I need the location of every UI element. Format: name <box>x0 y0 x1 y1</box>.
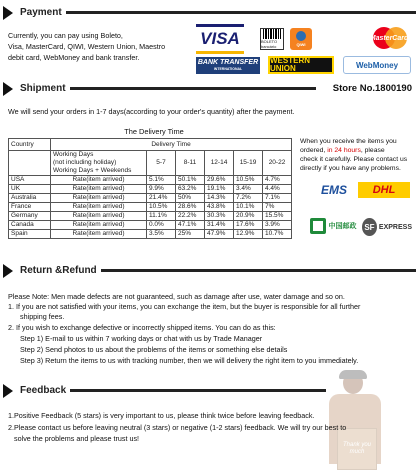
table-row <box>9 212 292 221</box>
table-row <box>9 203 292 212</box>
china-post-label: 中国邮政 <box>328 223 357 230</box>
store-number: Store No.1800190 <box>332 83 412 94</box>
feedback-header <box>0 380 416 402</box>
note-text: , please <box>360 147 385 154</box>
rate-cell: 20.9% <box>234 212 263 221</box>
bank-transfer-logo <box>196 57 260 74</box>
rate-cell: 11.1% <box>147 212 176 221</box>
bank-transfer-sublabel: INTERNATIONAL <box>213 66 243 71</box>
range-cell: 5-7 <box>147 151 176 176</box>
return-note: Please Note: Men made defects are not guaranteed, such as damage after use, water damage and so on. <box>8 292 345 301</box>
qiwi-label: QIWI <box>296 42 306 47</box>
note-line: When you receive the items you <box>300 138 397 145</box>
rate-cell: 3.4% <box>234 185 263 194</box>
china-post-icon <box>310 218 326 234</box>
delivery-table-title: The Delivery Time <box>124 127 184 136</box>
range-cell: 15-19 <box>234 151 263 176</box>
return-refund-title: Return &Refund <box>16 260 101 282</box>
payment-header <box>0 2 416 24</box>
country-cell: Spain <box>9 230 51 239</box>
return-item-2: 2. If you wish to exchange defective or incorrectly shipped items. You can do as this: <box>8 323 276 332</box>
range-cell: 8-11 <box>176 151 205 176</box>
country-cell: USA <box>9 176 51 185</box>
note-line <box>300 146 414 155</box>
payment-text-line-1: Currently, you can pay using Boleto, <box>8 31 123 40</box>
payment-text-line-2: Visa, MasterCard, QIWI, Western Union, Maestro <box>8 42 166 51</box>
feedback-item-2-cont: solve the problems and please trust us! <box>14 434 140 443</box>
status-cell: Rate(item arrived) <box>51 212 147 221</box>
range-cell: 20-22 <box>263 151 292 176</box>
table-row <box>9 230 292 239</box>
return-step-1: Step 1) E-mail to us within 7 working days or chat with us by Trade Manager <box>20 334 263 343</box>
empty-cell <box>9 151 51 176</box>
rate-cell: 9.9% <box>147 185 176 194</box>
rate-cell: 28.6% <box>176 203 205 212</box>
barcode-icon <box>263 29 281 39</box>
payment-text-line-3: debit card, WebMoney and bank transfer. <box>8 53 140 62</box>
dhl-logo: DHL <box>358 182 410 198</box>
qiwi-circle-icon <box>296 31 306 41</box>
sf-label: SF <box>362 218 377 236</box>
visa-logo: VISA <box>196 24 244 54</box>
rate-cell: 7.1% <box>263 194 292 203</box>
rate-cell: 10.7% <box>263 230 292 239</box>
payment-title: Payment <box>16 2 66 24</box>
feedback-item-2 <box>8 423 346 433</box>
table-row <box>9 221 292 230</box>
shipment-title: Shipment <box>16 78 70 100</box>
arrow-icon <box>3 264 13 278</box>
working-days-line: Working Days + Weekends <box>53 167 132 174</box>
note-text: ordered, <box>300 147 328 154</box>
webmoney-logo: WebMoney <box>343 56 411 74</box>
boleto-logo <box>260 28 284 50</box>
qiwi-logo <box>290 28 312 50</box>
rate-cell: 10.5% <box>234 176 263 185</box>
rate-cell: 7.2% <box>234 194 263 203</box>
shipment-intro: We will send your orders in 1-7 days(according to your order's quantity) after the payment. <box>8 107 295 116</box>
working-days-cell <box>51 151 147 176</box>
delivery-time-header: Delivery Time <box>51 139 292 151</box>
rate-cell: 12.9% <box>234 230 263 239</box>
arrow-icon <box>3 82 13 96</box>
receive-items-note <box>300 137 414 173</box>
table-row <box>9 185 292 194</box>
rate-cell: 4.4% <box>263 185 292 194</box>
bank-transfer-label: BANK TRANSFER <box>197 58 259 66</box>
return-step-2: Step 2) Send photos to us about the problems of the items or something else details <box>20 345 288 354</box>
country-cell: UK <box>9 185 51 194</box>
status-cell: Rate(item arrived) <box>51 221 147 230</box>
feedback-title: Feedback <box>16 380 70 402</box>
boleto-label: BOLETO bancário <box>261 39 278 49</box>
country-cell: Australia <box>9 194 51 203</box>
ems-logo: EMS <box>320 183 347 197</box>
rate-cell: 17.6% <box>234 221 263 230</box>
mastercard-label: MasterCard <box>369 35 409 42</box>
header-divider <box>16 11 416 14</box>
country-header: Country <box>9 139 51 151</box>
rate-cell: 29.6% <box>205 176 234 185</box>
rate-cell: 47.1% <box>176 221 205 230</box>
courier-cap <box>339 370 367 379</box>
note-line: directly if you have any problems. <box>300 165 401 172</box>
rate-cell: 14.3% <box>205 194 234 203</box>
rate-cell: 10.5% <box>147 203 176 212</box>
table-range-row <box>9 151 292 176</box>
country-cell: France <box>9 203 51 212</box>
delivery-time-table <box>8 138 292 239</box>
status-cell: Rate(item arrived) <box>51 194 147 203</box>
rate-cell: 15.5% <box>263 212 292 221</box>
china-post-logo <box>306 214 360 238</box>
rate-cell: 4.7% <box>263 176 292 185</box>
working-days-line: (not including holiday) <box>53 159 117 166</box>
table-row <box>9 176 292 185</box>
rate-cell: 7% <box>263 203 292 212</box>
arrow-icon <box>3 384 13 398</box>
rate-cell: 25% <box>176 230 205 239</box>
status-cell: Rate(item arrived) <box>51 203 147 212</box>
rate-cell: 19.1% <box>205 185 234 194</box>
sf-express-label: EXPRESS <box>378 223 412 231</box>
rate-cell: 3.5% <box>147 230 176 239</box>
rate-cell: 22.2% <box>176 212 205 221</box>
return-refund-header <box>0 260 416 282</box>
status-cell: Rate(item arrived) <box>51 185 147 194</box>
note-highlight: in 24 hours <box>327 147 361 154</box>
feedback-item-2-text: 2.Please contact us before leaving neutral (3 stars) or negative (1-2 stars) feedback. We will try our best to <box>8 423 347 432</box>
country-cell: Germany <box>9 212 51 221</box>
feedback-item-1: 1.Positive Feedback (5 stars) is very important to us, please think twice before leaving feedback. <box>8 411 315 420</box>
rate-cell: 50.1% <box>176 176 205 185</box>
rate-cell: 3.9% <box>263 221 292 230</box>
rate-cell: 30.3% <box>205 212 234 221</box>
return-step-3: Step 3) Return the items to us with tracking number, then we will delivery the right item to you immediately. <box>20 356 359 365</box>
western-union-logo: WESTERN UNION <box>268 56 334 74</box>
country-cell: Canada <box>9 221 51 230</box>
arrow-icon <box>3 6 13 20</box>
status-cell: Rate(item arrived) <box>51 230 147 239</box>
rate-cell: 0.0% <box>147 221 176 230</box>
sf-express-logo <box>362 216 412 238</box>
rate-cell: 21.4% <box>147 194 176 203</box>
table-row <box>9 194 292 203</box>
rate-cell: 50% <box>176 194 205 203</box>
rate-cell: 5.1% <box>147 176 176 185</box>
note-line: check it carefully. Please contact us <box>300 156 408 163</box>
rate-cell: 10.1% <box>234 203 263 212</box>
range-cell: 12-14 <box>205 151 234 176</box>
mastercard-logo <box>367 25 411 53</box>
return-item-1-cont: shipping fees. <box>20 312 65 321</box>
return-item-1: 1. If you are not satisfied with your items, you can exchange the item, but the buyer is responsible for all further <box>8 302 361 311</box>
working-days-line: Working Days <box>53 151 94 158</box>
rate-cell: 47.9% <box>205 230 234 239</box>
rate-cell: 63.2% <box>176 185 205 194</box>
table-header-row <box>9 139 292 151</box>
package-box: Thank you much <box>337 428 377 470</box>
status-cell: Rate(item arrived) <box>51 176 147 185</box>
rate-cell: 43.8% <box>205 203 234 212</box>
rate-cell: 31.4% <box>205 221 234 230</box>
